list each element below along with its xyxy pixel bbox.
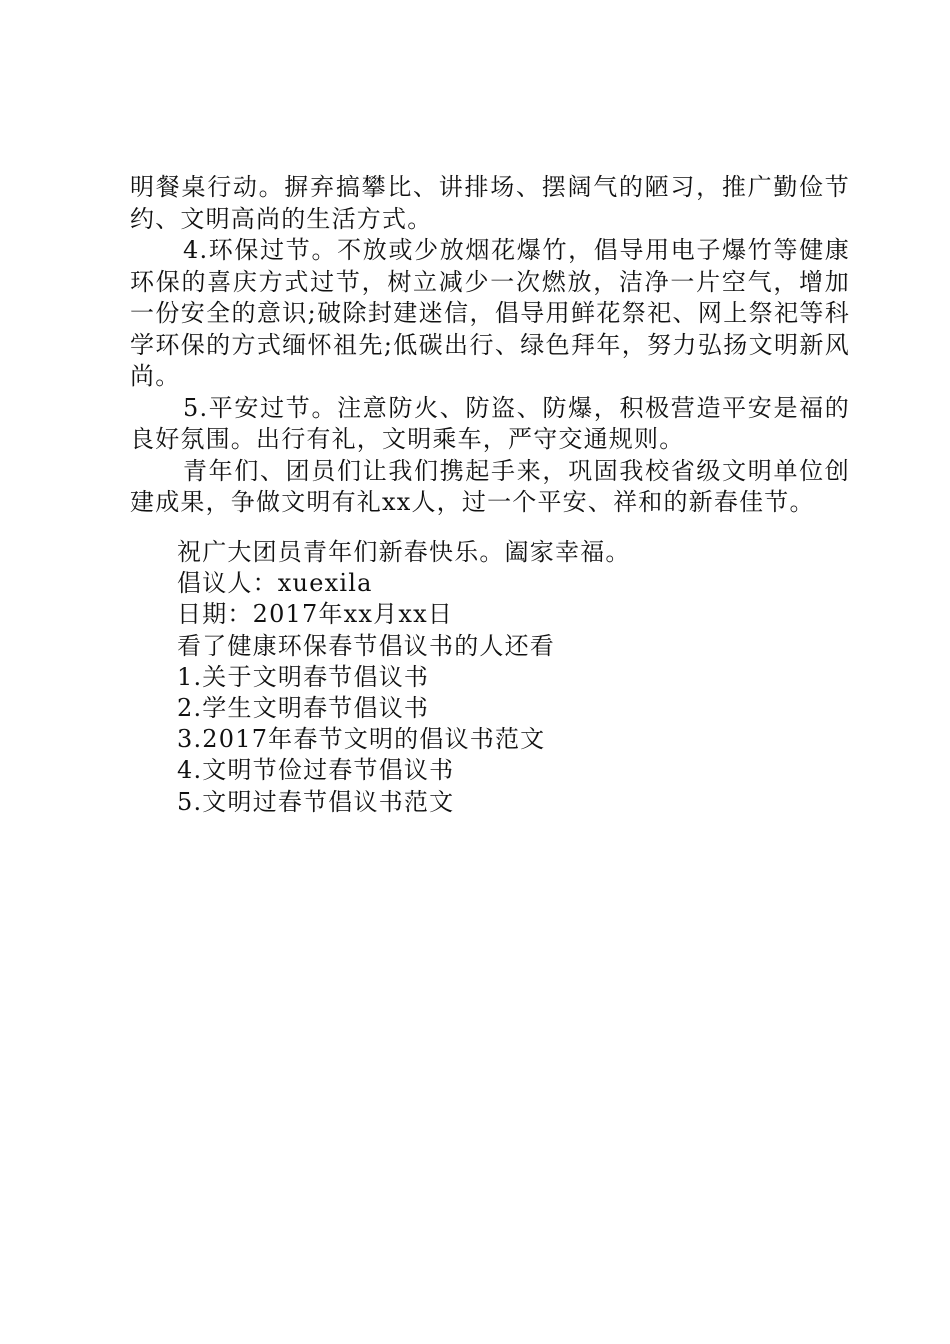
related-link: 3.2017年春节文明的倡议书范文: [177, 725, 546, 754]
related-link: 5.文明过春节倡议书范文: [177, 787, 455, 816]
related-link: 1.关于文明春节倡议书: [177, 662, 430, 691]
document-closing: [177, 537, 857, 818]
paragraph-call-to-action: 青年们、团员们让我们携起手来，巩固我校省级文明单位创建成果，争做文明有礼xx人，过一个平安、祥和的新春佳节。: [130, 456, 850, 516]
proposer-line: 倡议人：xuexila: [177, 569, 373, 598]
paragraph-safe-festival: 5.平安过节。注意防火、防盗、防爆，积极营造平安是福的良好氛围。出行有礼，文明乘车，严守交通规则。: [130, 393, 850, 453]
related-link: 2.学生文明春节倡议书: [177, 694, 430, 723]
date-line: 日期：2017年xx月xx日: [177, 600, 454, 629]
document-body: [130, 172, 850, 519]
related-link: 4.文明节俭过春节倡议书: [177, 756, 455, 785]
greeting-line: 祝广大团员青年们新春快乐。阖家幸福。: [177, 538, 631, 566]
paragraph-continuation: 明餐桌行动。摒弃搞攀比、讲排场、摆阔气的陋习，推广勤俭节约、文明高尚的生活方式。: [130, 173, 850, 233]
paragraph-eco-festival: 4.环保过节。不放或少放烟花爆竹，倡导用电子爆竹等健康环保的喜庆方式过节，树立减少一次燃放，洁净一片空气，增加一份安全的意识;破除封建迷信，倡导用鲜花祭祀、网上祭祀等科学环保的方式缅怀祖先;低碳出行、绿色拜年，努力弘扬文明新风尚。: [130, 236, 850, 390]
related-heading: 看了健康环保春节倡议书的人还看: [177, 631, 555, 660]
